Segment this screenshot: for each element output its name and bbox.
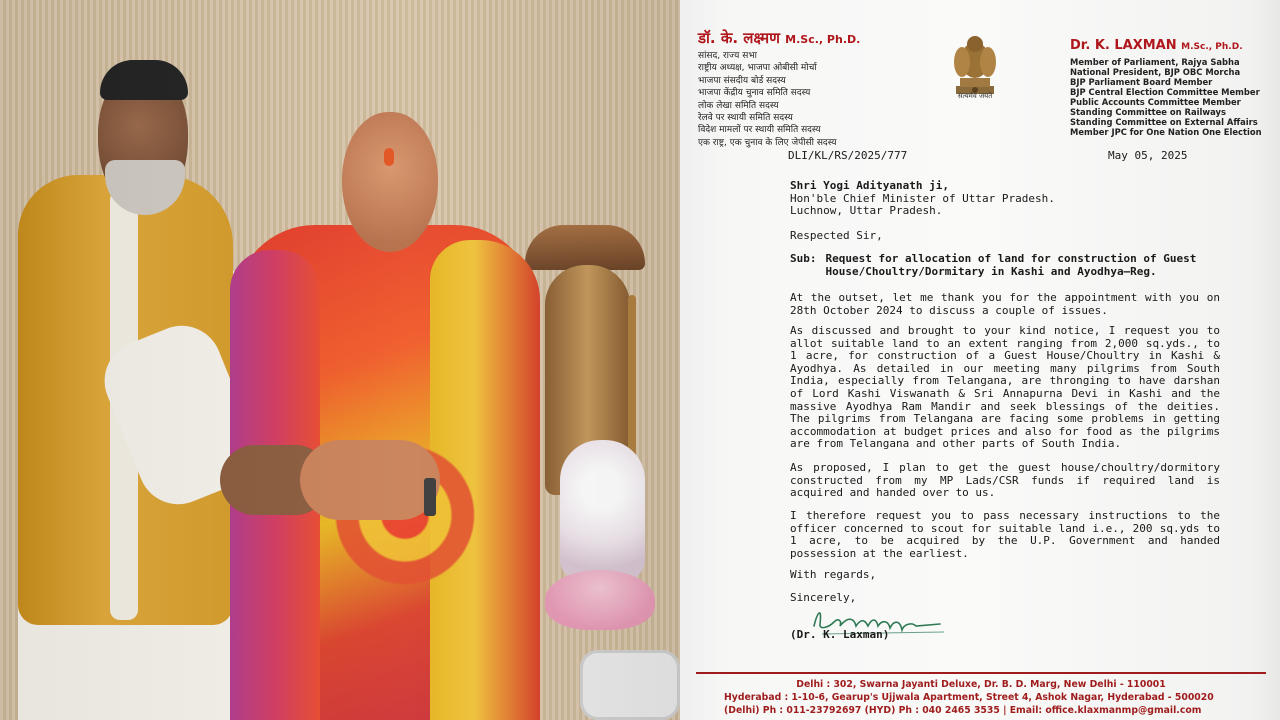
salutation: Respected Sir,	[790, 229, 883, 242]
letterhead-english	[1070, 38, 1270, 137]
hindi-role: भाजपा केंद्रीय चुनाव समिति सदस्य	[698, 88, 811, 99]
hindi-role: सांसद, राज्य सभा	[698, 51, 757, 61]
sincerely: Sincerely,	[790, 591, 857, 604]
english-role: BJP Parliament Board Member	[1070, 77, 1213, 87]
hindi-role: विदेश मामलों पर स्थायी समिति सदस्य	[698, 125, 821, 136]
footer-addresses	[696, 678, 1266, 717]
signer-name: (Dr. K. Laxman)	[790, 628, 890, 641]
recipient-name: Shri Yogi Adityanath ji,	[790, 179, 949, 192]
body-paragraph: I therefore request you to pass necessary instructions to the officer concerned to scout for suitable land i.e., 200 sq.yds to 1 acre, to be acquired by the U.P. Government and handed possession at the earliest.	[790, 509, 1220, 560]
letterhead-hindi	[698, 28, 938, 149]
english-role: Standing Committee on Railways	[1070, 107, 1226, 117]
body-paragraph: As proposed, I plan to get the guest house/choultry/dormitory constructed from my MP Lads/CSR funds if required land is acquired and handed over to us.	[790, 461, 1220, 500]
recipient-location: Luchnow, Uttar Pradesh.	[790, 204, 943, 218]
hindi-name: डॉ. के. लक्ष्मण	[698, 29, 780, 47]
hindi-roles	[698, 50, 938, 149]
hindi-role: राष्ट्रीय अध्यक्ष, भाजपा ओबीसी मोर्चा	[698, 63, 817, 74]
footer-hyderabad-address: Hyderabad : 1-10-6, Gearup's Ujjwala Apartment, Street 4, Ashok Nagar, Hyderabad - 500020	[724, 692, 1214, 703]
english-role: Member of Parliament, Rajya Sabha	[1070, 57, 1240, 67]
hindi-role: रेलवे पर स्थायी समिति सदस्य	[698, 113, 793, 124]
english-role: BJP Central Election Committee Member	[1070, 87, 1260, 97]
footer-contact: (Delhi) Ph : 011-23792697 (HYD) Ph : 040 2465 3535 | Email: office.klaxmanmp@gmail.com	[724, 705, 1202, 716]
emblem-motto: सत्यमेव जयते	[957, 92, 993, 100]
english-degree: M.Sc., Ph.D.	[1181, 42, 1243, 52]
reference-number: DLI/KL/RS/2025/777	[788, 149, 908, 162]
footer-delhi-address: Delhi : 302, Swarna Jayanti Deluxe, Dr. B. D. Marg, New Delhi - 110001	[796, 679, 1166, 690]
subject-text: Request for allocation of land for construction of Guest House/Choultry/Dormitary in Kashi and Ayodhya–Reg.	[825, 252, 1197, 278]
english-role: National President, BJP OBC Morcha	[1070, 67, 1241, 77]
english-role: Member JPC for One Nation One Election	[1070, 127, 1262, 137]
english-name-line	[1070, 38, 1270, 53]
letter-date: May 05, 2025	[1108, 149, 1188, 162]
english-roles	[1070, 57, 1270, 137]
footer-divider	[696, 672, 1266, 674]
subject-label: Sub:	[790, 252, 817, 265]
body-paragraph: As discussed and brought to your kind notice, I request you to allot suitable land to an extent ranging from 2,000 sq.yds., to 1 acre, for construction of a Guest House/Choultry in Kashi & Ayodhya. As detailed in our meeting many pilgrims from South India, especially from Telangana, are thronging to have darshan of Lord Kashi Viswanath & Sri Annapurna Devi in Kashi and the massive Ayodhya Ram Mandir and seek blessings of the deities. The pilgrims from Telangana are facing some problems in getting accommodation at budget prices and also for food as the pilgrims are from Telangana and other parts of South India.	[790, 324, 1220, 451]
recipient-title: Hon'ble Chief Minister of Uttar Pradesh.	[790, 191, 1055, 205]
hindi-role: भाजपा संसदीय बोर्ड सदस्य	[698, 75, 786, 86]
body-paragraph: At the outset, let me thank you for the appointment with you on 28th October 2024 to discuss a couple of issues.	[790, 291, 1220, 317]
hindi-name-line	[698, 28, 938, 48]
recipient-block	[790, 180, 1250, 218]
english-role: Standing Committee on External Affairs	[1070, 117, 1258, 127]
letter-document	[680, 0, 1280, 720]
english-role: Public Accounts Committee Member	[1070, 97, 1241, 107]
subject-line	[790, 253, 1260, 278]
hindi-degree: M.Sc., Ph.D.	[785, 33, 861, 46]
english-name: Dr. K. LAXMAN	[1070, 38, 1177, 53]
hindi-role: लोक लेखा समिति सदस्य	[698, 100, 779, 111]
closing: With regards,	[790, 568, 877, 581]
hindi-role: एक राष्ट्र, एक चुनाव के लिए जेपीसी सदस्य	[698, 137, 837, 148]
